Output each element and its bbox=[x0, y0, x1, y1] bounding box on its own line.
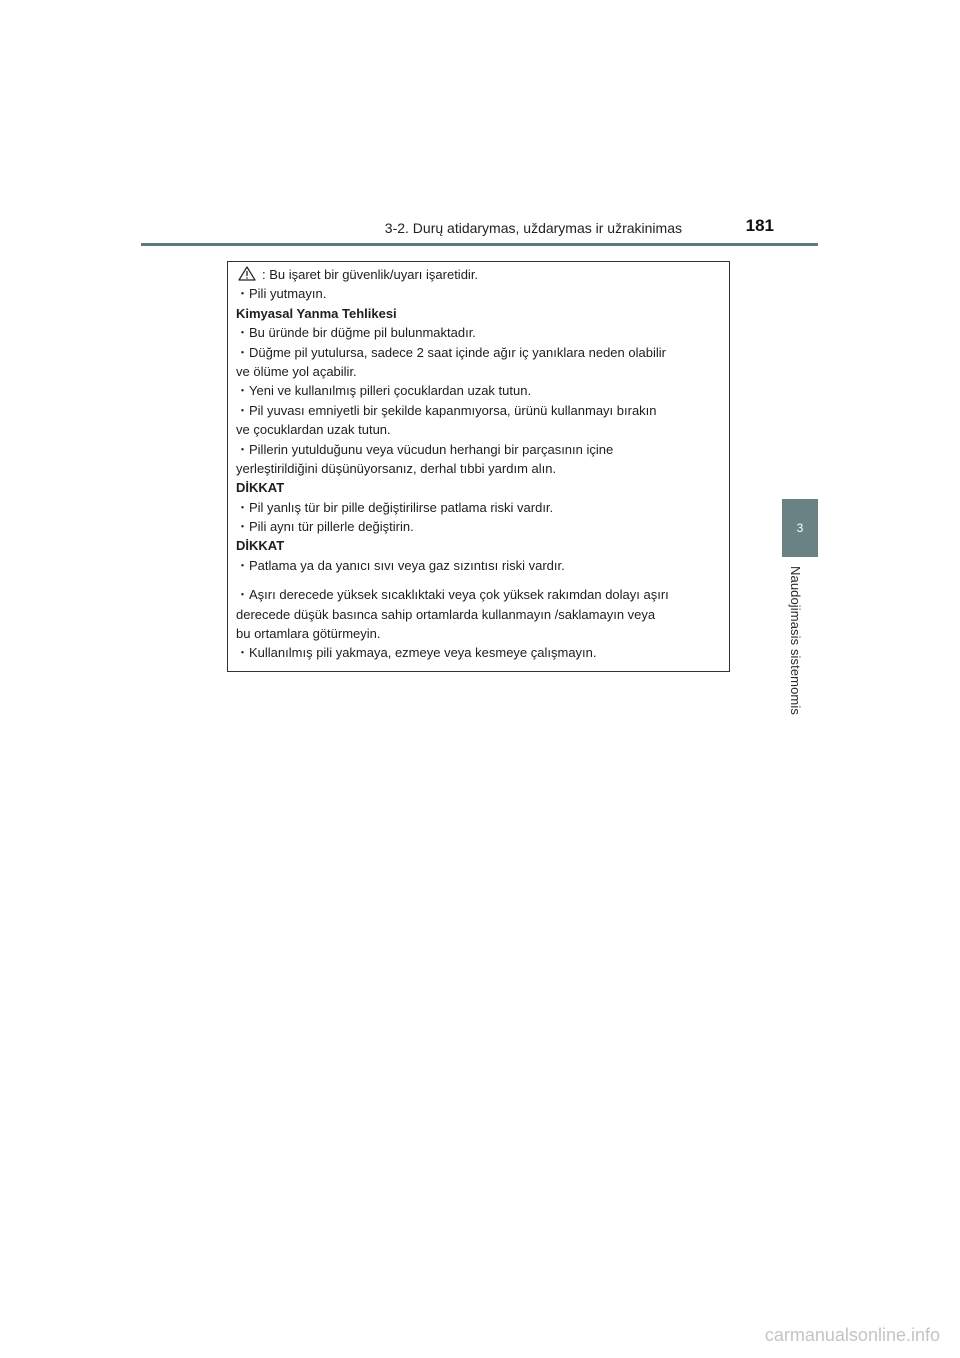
notice-heading: DİKKAT bbox=[236, 538, 285, 554]
site-watermark: carmanualsonline.info bbox=[764, 1325, 940, 1345]
notice-line: ・Patlama ya da yanıcı sıvı veya gaz sızıntısı riski vardır. bbox=[236, 557, 565, 573]
notice-line: ve çocuklardan uzak tutun. bbox=[236, 422, 391, 438]
notice-line: ・Düğme pil yutulursa, sadece 2 saat içinde ağır iç yanıklara neden olabilir bbox=[236, 344, 666, 360]
warning-triangle-icon bbox=[238, 266, 256, 281]
notice-line: ・Bu üründe bir düğme pil bulunmaktadır. bbox=[236, 325, 476, 341]
notice-line: yerleştirildiğini düşünüyorsanız, derhal tıbbi yardım alın. bbox=[236, 460, 557, 476]
notice-line: ・Pillerin yutulduğunu veya vücudun herhangi bir parçasının içine bbox=[236, 441, 614, 457]
chapter-number: 3 bbox=[796, 521, 804, 535]
section-title: 3-2. Durų atidarymas, uždarymas ir užrakinimas bbox=[384, 220, 682, 236]
notice-line: ・Aşırı derecede yüksek sıcaklıktaki veya çok yüksek rakımdan dolayı aşırı bbox=[236, 587, 669, 603]
notice-line: ・Pili yutmayın. bbox=[236, 286, 327, 302]
notice-line: ・Pil yanlış tür bir pille değiştirilirse patlama riski vardır. bbox=[236, 499, 554, 515]
warning-symbol-line bbox=[236, 265, 721, 284]
notice-line: derecede düşük basınca sahip ortamlarda kullanmayın /saklamayın veya bbox=[236, 606, 656, 622]
notice-line: ve ölüme yol açabilir. bbox=[236, 363, 357, 379]
notice-line: ・Kullanılmış pili yakmaya, ezmeye veya kesmeye çalışmayın. bbox=[236, 645, 597, 661]
notice-line: ・Yeni ve kullanılmış pilleri çocuklardan uzak tutun. bbox=[236, 383, 532, 399]
notice-heading: Kimyasal Yanma Tehlikesi bbox=[236, 305, 397, 321]
page-number: 181 bbox=[745, 216, 774, 235]
notice-line: ・Pili aynı tür pillerle değiştirin. bbox=[236, 519, 414, 535]
header-divider bbox=[141, 243, 818, 246]
notice-line: bu ortamlara götürmeyin. bbox=[236, 626, 381, 642]
chapter-tab bbox=[782, 499, 818, 557]
notice-spacer bbox=[236, 575, 721, 585]
battery-warning-box bbox=[227, 261, 730, 672]
chapter-label: Naudojimasis sistemomis bbox=[788, 566, 803, 715]
notice-heading: DİKKAT bbox=[236, 480, 285, 496]
warning-symbol-caption: : Bu işaret bir güvenlik/uyarı işaretidir. bbox=[262, 267, 479, 282]
notice-line: ・Pil yuvası emniyetli bir şekilde kapanmıyorsa, ürünü kullanmayı bırakın bbox=[236, 402, 657, 418]
